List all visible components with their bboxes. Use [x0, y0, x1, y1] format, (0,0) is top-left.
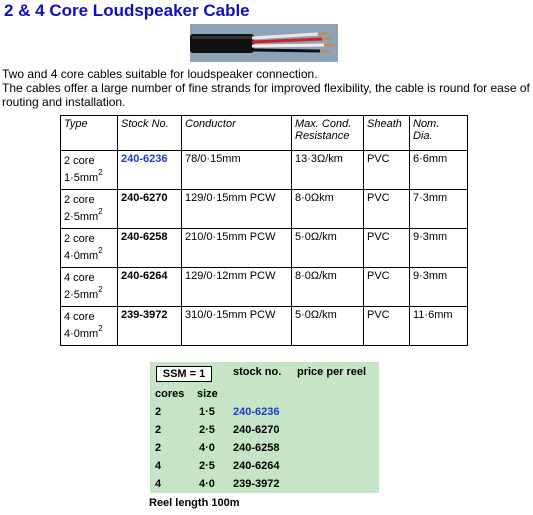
header-resistance-line2: Resistance	[295, 130, 350, 142]
resistance-cell: 5·0Ω/km	[292, 307, 364, 346]
list-item	[150, 406, 379, 422]
ssm-label: SSM	[162, 368, 187, 380]
dia-cell: 6·6mm	[410, 151, 468, 190]
size-exponent: 2	[98, 285, 103, 294]
spec-table	[60, 115, 468, 346]
size-text: 2·5mm	[64, 211, 99, 223]
cores-value: 4	[155, 478, 162, 490]
sheath-cell: PVC	[364, 151, 410, 190]
core-text: 4 core	[64, 272, 95, 284]
conductor-cell: 129/0·15mm PCW	[182, 190, 292, 229]
cores-value: 2	[155, 406, 162, 418]
table-row	[61, 229, 468, 268]
header-dia	[410, 116, 468, 151]
core-text: 4 core	[64, 311, 95, 323]
size-text: 4·0mm	[64, 250, 99, 262]
cores-value: 2	[155, 424, 162, 436]
ssm-badge	[156, 366, 212, 382]
price-subheader-row	[150, 388, 379, 404]
stock-number: 240-6264	[233, 460, 280, 472]
conductor-cell: 78/0·15mm	[182, 151, 292, 190]
size-exponent: 2	[98, 324, 103, 333]
cores-value: 2	[155, 442, 162, 454]
size-text: 2·5mm	[64, 289, 99, 301]
spec-header-row	[61, 116, 468, 151]
size-exponent: 2	[98, 168, 103, 177]
stock-cell	[118, 229, 182, 268]
intro-line-1: Two and 4 core cables suitable for loudspeaker connection.	[2, 67, 318, 81]
reel-length: Reel length 100m	[149, 497, 240, 509]
type-cell	[61, 268, 118, 307]
table-row	[61, 268, 468, 307]
price-per-reel-header: price per reel	[297, 366, 367, 378]
core-text: 2 core	[64, 155, 95, 167]
stock-link[interactable]: 240-6236	[121, 153, 168, 165]
size-value: 2·5	[199, 460, 215, 472]
header-stock: Stock No.	[118, 116, 182, 151]
stock-number: 240-6264	[121, 270, 168, 282]
stock-no-header: stock no.	[233, 366, 282, 378]
conductor-cell: 310/0·15mm PCW	[182, 307, 292, 346]
stock-number: 239-3972	[121, 309, 168, 321]
cable-photo	[190, 24, 338, 62]
size-text: 4·0mm	[64, 328, 99, 340]
core-text: 2 core	[64, 194, 95, 206]
core-text: 2 core	[64, 233, 95, 245]
resistance-cell: 13·3Ω/km	[292, 151, 364, 190]
conductor-cell: 210/0·15mm PCW	[182, 229, 292, 268]
header-resistance-line1: Max. Cond.	[295, 118, 352, 130]
type-cell	[61, 151, 118, 190]
list-item	[150, 424, 379, 440]
intro-line-2: The cables offer a large number of fine strands for improved flexibility, the cable is round for ease of routing and installation.	[2, 81, 530, 109]
stock-cell	[118, 151, 182, 190]
cores-header: cores	[155, 388, 185, 400]
type-cell	[61, 229, 118, 268]
page-title: 2 & 4 Core Loudspeaker Cable	[4, 1, 250, 20]
sheath-cell: PVC	[364, 190, 410, 229]
size-value: 1·5	[199, 406, 215, 418]
ssm-value: = 1	[189, 368, 206, 380]
stock-cell	[118, 268, 182, 307]
conductor-cell: 129/0·12mm PCW	[182, 268, 292, 307]
stock-number: 240-6258	[121, 231, 168, 243]
dia-cell: 9·3mm	[410, 268, 468, 307]
list-item	[150, 478, 379, 494]
price-box	[150, 362, 379, 493]
list-item	[150, 460, 379, 476]
resistance-cell: 5·0Ω/km	[292, 229, 364, 268]
stock-number: 239-3972	[233, 478, 280, 490]
stock-link[interactable]: 240-6236	[233, 406, 280, 418]
size-value: 2·5	[199, 424, 215, 436]
table-row	[61, 190, 468, 229]
table-row	[61, 151, 468, 190]
dia-cell: 9·3mm	[410, 229, 468, 268]
sheath-cell: PVC	[364, 307, 410, 346]
header-conductor: Conductor	[182, 116, 292, 151]
list-item	[150, 442, 379, 458]
sheath-cell: PVC	[364, 268, 410, 307]
sheath-cell: PVC	[364, 229, 410, 268]
size-header: size	[197, 388, 218, 400]
type-cell	[61, 190, 118, 229]
size-text: 1·5mm	[64, 172, 99, 184]
header-type: Type	[61, 116, 118, 151]
type-cell	[61, 307, 118, 346]
resistance-cell: 8·0Ωkm	[292, 190, 364, 229]
resistance-cell: 8·0Ω/km	[292, 268, 364, 307]
size-exponent: 2	[98, 207, 103, 216]
header-resistance	[292, 116, 364, 151]
stock-cell	[118, 190, 182, 229]
dia-cell: 11·6mm	[410, 307, 468, 346]
stock-cell	[118, 307, 182, 346]
cores-value: 4	[155, 460, 162, 472]
size-value: 4·0	[199, 478, 215, 490]
header-sheath: Sheath	[364, 116, 410, 151]
header-dia-line1: Nom.	[413, 118, 440, 130]
stock-number: 240-6270	[233, 424, 280, 436]
header-dia-line2: Dia.	[413, 130, 433, 142]
intro-text	[2, 67, 532, 109]
size-exponent: 2	[98, 246, 103, 255]
size-value: 4·0	[199, 442, 215, 454]
dia-cell: 7·3mm	[410, 190, 468, 229]
stock-number: 240-6270	[121, 192, 168, 204]
stock-number: 240-6258	[233, 442, 280, 454]
table-row	[61, 307, 468, 346]
